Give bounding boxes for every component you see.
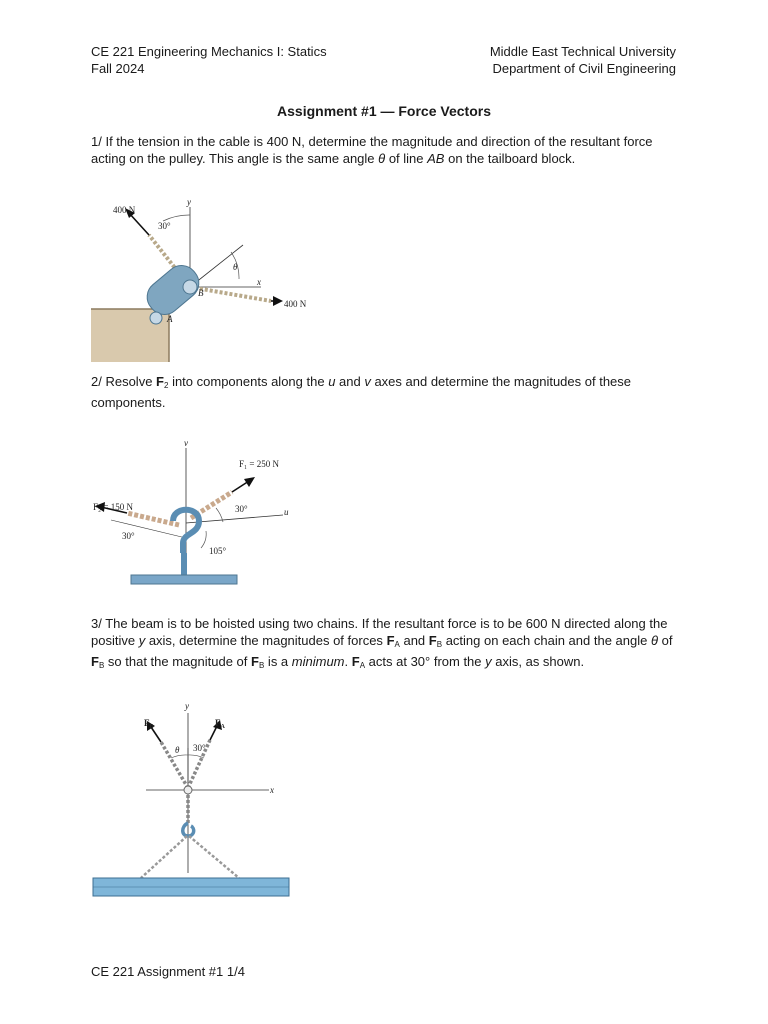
f1-label: F₁ = 250 N	[239, 459, 279, 469]
course-title: CE 221 Engineering Mechanics I: Statics	[91, 44, 327, 59]
angle-arc-3	[201, 531, 206, 548]
fb-label: $F_B$	[144, 718, 154, 730]
hook-figure	[91, 418, 291, 588]
theta-label: θ	[175, 745, 180, 755]
angle-label-2: 30°	[122, 531, 135, 541]
university-name: Middle East Technical University	[489, 44, 676, 59]
assignment-title: Assignment #1 — Force Vectors	[277, 103, 491, 119]
fa-label: $F_A$	[215, 718, 225, 730]
angle-label-1: 30°	[235, 504, 248, 514]
y-axis-label: y	[187, 197, 191, 207]
force-arrow-1	[129, 213, 149, 235]
header-right	[490, 43, 676, 77]
hook-shank	[181, 553, 187, 577]
f1-arrowhead	[244, 477, 255, 487]
fa-arrow	[210, 726, 217, 740]
sling-left	[141, 836, 187, 878]
ring	[184, 786, 192, 794]
x-axis-label: x	[257, 277, 261, 287]
force-label-2: 400 N	[284, 299, 307, 309]
theta-symbol: θ	[378, 151, 386, 166]
angle-label-3: 105°	[209, 546, 227, 556]
page-footer: CE 221 Assignment #1 1/4	[91, 964, 245, 979]
point-b-label: B	[198, 288, 204, 298]
point-a-label: A	[167, 314, 173, 324]
pulley-figure	[91, 177, 311, 362]
department-name: Department of Civil Engineering	[492, 61, 676, 76]
v-axis-label: v	[184, 438, 188, 448]
point-a-pin	[150, 312, 162, 324]
base-plate	[131, 575, 237, 584]
point-b-pin	[183, 280, 197, 294]
f2-label: F₂ = 150 N	[93, 502, 133, 512]
force-label-1: 400 N	[113, 205, 136, 215]
problem-1-text: 1/ If the tension in the cable is 400 N, determine the magnitude and direction of the resultant force acting on the pulley. This angle is the same angle θ of line AB on the tailboard block.	[91, 134, 653, 166]
problem-2-text: 2/ Resolve $F_2$ into components along the u and v axes and determine the magnitudes of these components.	[91, 374, 632, 410]
x-axis-label: x	[270, 785, 274, 795]
angle-label: 30°	[158, 221, 171, 231]
force-arrowhead-2	[273, 296, 283, 306]
u-axis-label: u	[284, 507, 289, 517]
y-axis-label: y	[185, 701, 189, 711]
beam-figure	[91, 678, 291, 903]
term: Fall 2024	[91, 61, 145, 76]
theta-label: θ	[233, 262, 238, 272]
header-left	[91, 43, 327, 77]
theta-arc	[171, 755, 188, 758]
problem-3-text: 3/ The beam is to be hoisted using two chains. If the resultant force is to be 600 N directed along the positive y axis, determine the magnitudes of forces $F_A$ and $F_B$ acting on each chain and the angle θ of $F_B$ so that the magnitude of $F_B$ is a minimum. $F_A$ acts at 30° from the y axis, as shown.	[91, 616, 673, 670]
angle-label: 30°	[193, 743, 206, 753]
sling-right	[189, 836, 239, 878]
